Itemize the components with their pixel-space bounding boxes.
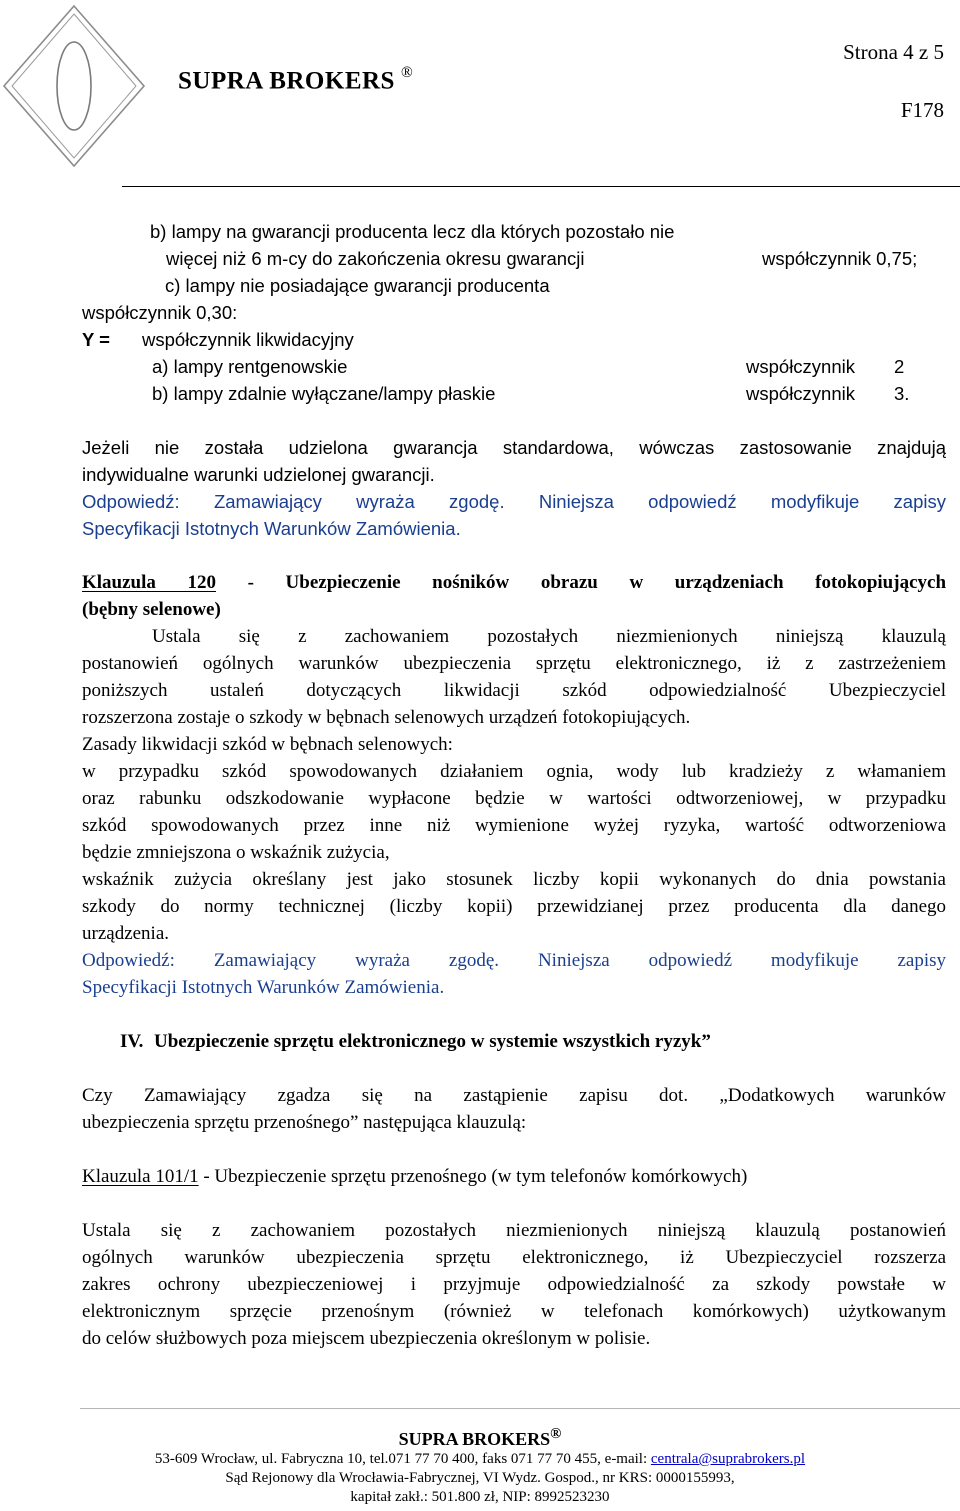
clause120-title-line2: (bębny selenowe) [82,599,221,620]
question-line2: ubezpieczenia sprzętu przenośnego” następująca klauzulą: [82,1112,527,1133]
footer-capital: kapitał zakł.: 501.800 zł, NIP: 8992523230 [350,1489,610,1505]
warranty-line2: indywidualne warunki udzielonej gwarancji. [82,464,435,485]
coef-b-line1: b) lampy na gwarancji producenta lecz dla których pozostało nie [150,221,675,242]
clause120-line: postanowień ogólnych warunków ubezpieczenia sprzętu elektronicznego, iż z zastrzeżeniem [82,653,946,674]
header-divider [122,186,960,187]
page-number: Strona 4 z 5 [843,40,944,64]
company-logo [0,0,150,170]
answer1-line2: Specyfikacji Istotnych Warunków Zamówienia. [82,518,461,539]
footer-brand: SUPRA BROKERS® [398,1426,562,1449]
clause120-line: oraz rabunku odszkodowanie wypłacone będzie w wartości odtworzeniowej, w przypadku [82,788,946,809]
clause120-line: w przypadku szkód spowodowanych działaniem ognia, wody lub kradzieży z włamaniem [82,761,946,782]
clause120-number: Klauzula 120 [82,572,217,593]
footer-divider [80,1408,960,1409]
document-code: F178 [900,98,944,122]
clause101-line: Ustala się z zachowaniem pozostałych niezmienionych niniejszą klauzulą postanowień [82,1220,946,1241]
answer2-line2: Specyfikacji Istotnych Warunków Zamówienia. [82,977,445,998]
footer-court: Sąd Rejonowy dla Wrocławia-Fabrycznej, VI Wydz. Gospod., nr KRS: 0000155993, [225,1470,735,1486]
clause101-number: Klauzula 101/1 [82,1166,199,1187]
clause101-title: Klauzula 101/1 - Ubezpieczenie sprzętu przenośnego (w tym telefonów komórkowych) [82,1166,748,1187]
clause120-line: wskaźnik zużycia określany jest jako stosunek liczby kopii wykonanych do dnia powstania [82,869,946,890]
answer1-line1: Odpowiedź: Zamawiający wyraża zgodę. Niniejsza odpowiedź modyfikuje zapisy [82,491,946,512]
answer-label: Odpowiedź: [82,491,180,512]
coef-c-line: c) lampy nie posiadające gwarancji producenta [165,275,550,296]
answer2-line1: Odpowiedź: Zamawiający wyraża zgodę. Niniejsza odpowiedź modyfikuje zapisy [82,950,947,971]
footer-email-link[interactable]: centrala@suprabrokers.pl [650,1451,806,1467]
clause101-line: do celów służbowych poza miejscem ubezpieczenia określonym w polisie. [82,1328,651,1349]
clause120-title: Klauzula 120 - Ubezpieczenie nośników obrazu w urządzeniach fotokopiujących [82,572,947,593]
clause120-line: będzie zmniejszona o wskaźnik zużycia, [82,842,390,863]
clause120-line: Zasady likwidacji szkód w bębnach selenowych: [82,734,453,755]
clause120-line: poniższych ustaleń dotyczących likwidacji szkód odpowiedzialność Ubezpieczyciel [82,680,946,701]
clause101-line: zakres ochrony ubezpieczeniowej i przyjmuje odpowiedzialność za szkody powstałe w [82,1274,946,1295]
clause120-line: urządzenia. [82,923,170,944]
clause120-line: Ustala się z zachowaniem pozostałych niezmienionych niniejszą klauzulą [152,626,946,647]
answer-label: Odpowiedź: [82,950,175,971]
coef-c-value: współczynnik 0,30: [82,302,238,323]
clause101-line: ogólnych warunków ubezpieczenia sprzętu elektronicznego, iż Ubezpieczyciel rozszerza [82,1247,946,1268]
clause120-line: szkody do normy technicznej (liczby kopii) przewidzianej przez producenta dla danego [82,896,946,917]
clause101-line: elektronicznym sprzęcie przenośnym (również w telefonach komórkowych) użytkowanym [82,1301,946,1322]
clause120-line: rozszerzona zostaje o szkody w bębnach selenowych urządzeń fotokopiujących. [82,707,691,728]
footer-address: 53-609 Wrocław, ul. Fabryczna 10, tel.071 77 70 400, faks 071 77 70 455, e-mail: centrala@suprabrokers.pl [154,1451,806,1467]
warranty-line1: Jeżeli nie została udzielona gwarancja standardowa, wówczas zastosowanie znajdują [82,437,946,458]
question-line1: Czy Zamawiający zgadza się na zastąpienie zapisu dot. „Dodatkowych warunków [82,1085,946,1106]
clause120-line: szkód spowodowanych przez inne niż wymienione wyżej ryzyka, wartość odtworzeniowa [82,815,946,836]
header-brand: SUPRA BROKERS ® [178,64,414,95]
